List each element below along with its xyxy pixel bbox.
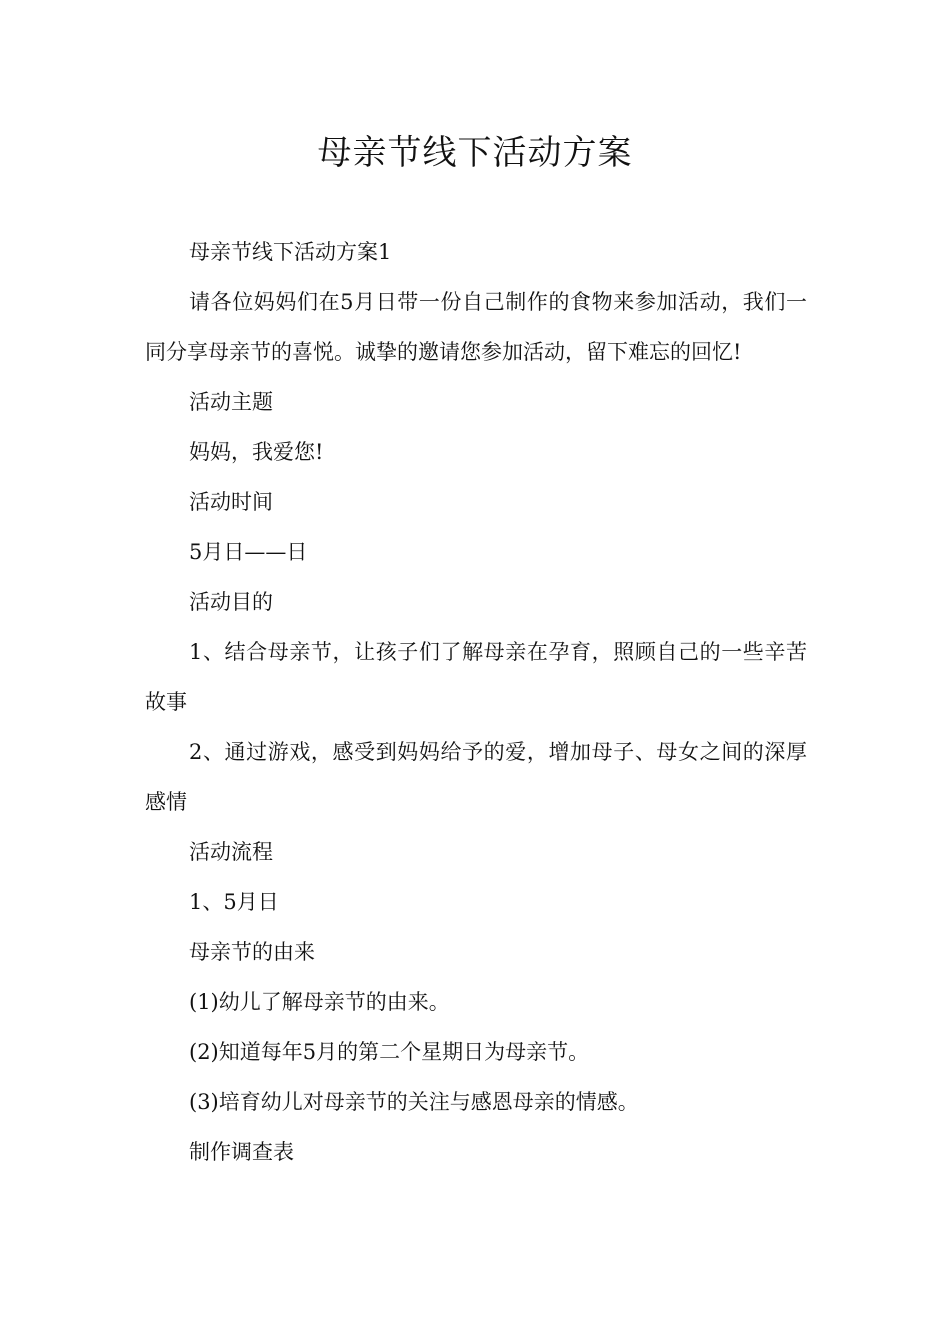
process-heading: 活动流程 (189, 840, 273, 864)
document-body (145, 227, 807, 1177)
theme-text: 妈妈，我爱您! (189, 440, 324, 464)
process-step-1: 1、5月日 (189, 890, 279, 914)
origin-item-2: (2)知道每年5月的第二个星期日为母亲节。 (189, 1040, 590, 1064)
section-heading: 母亲节线下活动方案1 (189, 240, 392, 264)
origin-item-3: (3)培育幼儿对母亲节的关注与感恩母亲的情感。 (189, 1090, 639, 1114)
time-heading: 活动时间 (189, 490, 273, 514)
document-title: 母亲节线下活动方案 (317, 133, 633, 173)
purpose-heading: 活动目的 (189, 590, 273, 614)
theme-heading: 活动主题 (189, 390, 273, 414)
invitation-paragraph: 请各位妈妈们在5月日带一份自己制作的食物来参加活动，我们一同分享母亲节的喜悦。诚挚的邀请您参加活动，留下难忘的回忆! (145, 290, 807, 364)
origin-heading: 母亲节的由来 (189, 940, 315, 964)
survey-heading: 制作调查表 (189, 1140, 294, 1164)
time-text: 5月日——日 (189, 540, 308, 564)
purpose-item-2: 2、通过游戏，感受到妈妈给予的爱，增加母子、母女之间的深厚感情 (145, 740, 807, 814)
purpose-item-1: 1、结合母亲节，让孩子们了解母亲在孕育，照顾自己的一些辛苦故事 (145, 640, 807, 714)
origin-item-1: (1)幼儿了解母亲节的由来。 (189, 990, 450, 1014)
